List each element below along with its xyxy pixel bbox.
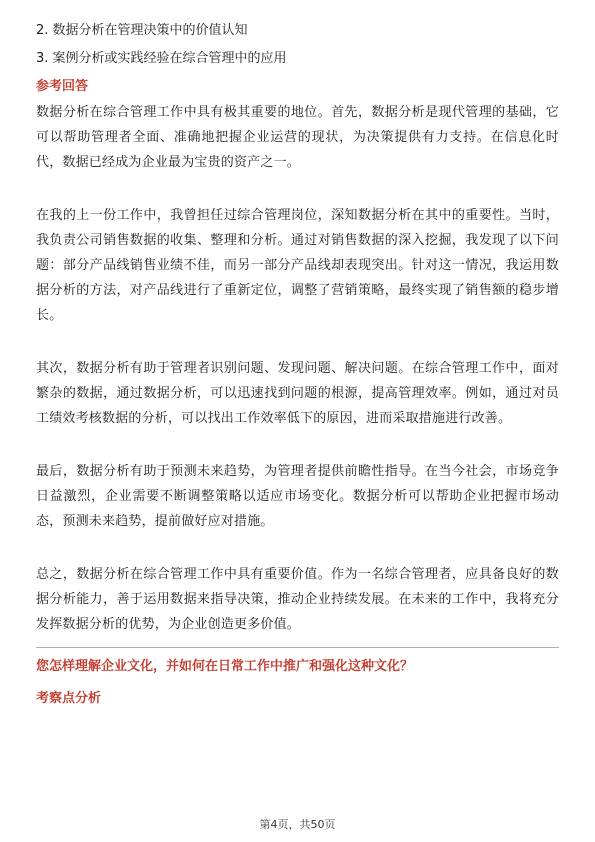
paragraph-secondly: 其次，数据分析有助于管理者识别问题、发现问题、解决问题。在综合管理工作中，面对繁杂的数据，通过数据分析，可以迅速找到问题的根源，提高管理效率。例如，通过对员工绩效考核数据的分析，可以找出工作效率低下的原因，进而采取措施进行改善。	[36, 361, 559, 426]
list-item-3: 3. 案例分析或实践经验在综合管理中的应用	[36, 51, 287, 66]
paragraph-conclusion: 总之，数据分析在综合管理工作中具有重要价值。作为一名综合管理者，应具备良好的数据分析能力，善于运用数据来指导决策，推动企业持续发展。在未来的工作中，我将充分发挥数据分析的优势，为企业创造更多价值。	[36, 567, 559, 632]
document-page	[36, 22, 559, 708]
answer-heading: 参考回答	[36, 79, 89, 94]
paragraph-finally: 最后，数据分析有助于预测未来趋势，为管理者提供前瞻性指导。在当今社会，市场竞争日益激烈，企业需要不断调整策略以适应市场变化。数据分析可以帮助企业把握市场动态，预测未来趋势，提前做好应对措施。	[36, 464, 559, 529]
analysis-subheading: 考察点分析	[36, 691, 102, 706]
next-question: 您怎样理解企业文化，并如何在日常工作中推广和强化这种文化？	[36, 659, 414, 674]
paragraph-experience: 在我的上一份工作中，我曾担任过综合管理岗位，深知数据分析在其中的重要性。当时，我负责公司销售数据的收集、整理和分析。通过对销售数据的深入挖掘，我发现了以下问题：部分产品线销售业绩不佳，而另一部分产品线却表现突出。针对这一情况，我运用数据分析的方法，对产品线进行了重新定位，调整了营销策略，最终实现了销售额的稳步增长。	[36, 208, 559, 323]
page-footer: 第4页，共50页	[259, 818, 336, 831]
list-item-2: 2. 数据分析在管理决策中的价值认知	[36, 23, 248, 38]
section-divider	[36, 647, 559, 648]
paragraph-intro: 数据分析在综合管理工作中具有极其重要的地位。首先，数据分析是现代管理的基础，它可以帮助管理者全面、准确地把握企业运营的现状，为决策提供有力支持。在信息化时代，数据已经成为企业最为宝贵的资产之一。	[36, 105, 559, 170]
